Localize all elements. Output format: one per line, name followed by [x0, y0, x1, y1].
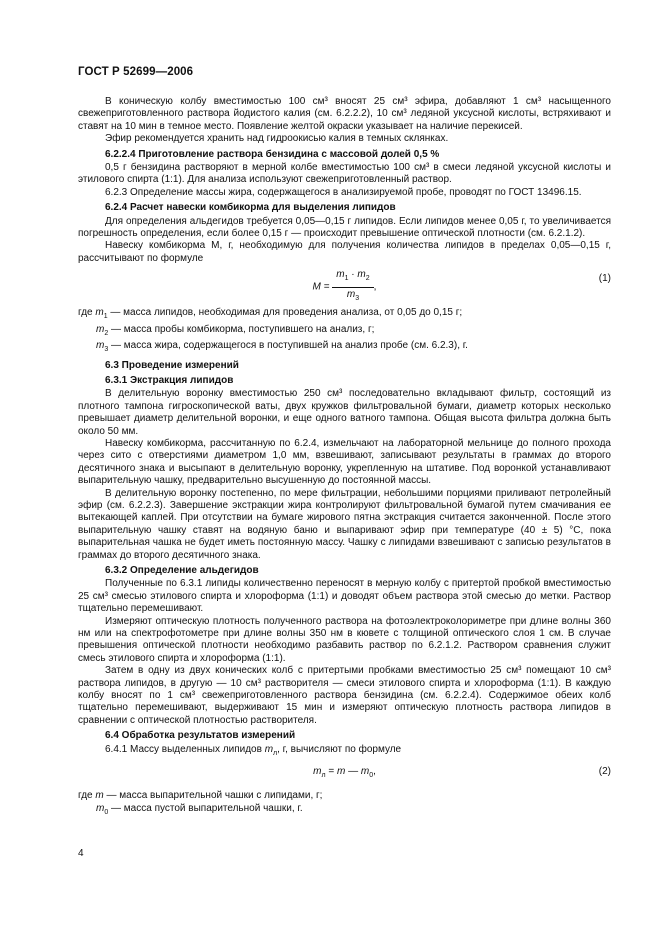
legend-lead: где: [78, 307, 96, 319]
operator: —: [345, 766, 361, 778]
page-number: 4: [78, 848, 84, 859]
var-m: m: [95, 790, 104, 802]
var-m: m: [346, 288, 356, 300]
paragraph: В делительную воронку вместимостью 250 см³ последовательно вкладывают фильтр, состоящий из плотного тампона гигроскопической ваты, двух кружков фильтровальной бумаги, диаметр которых несколько превышает диаметр делительной воронки, и еще одного ватного тампона. Общая высота фильтра должна быть около 50 мм.: [78, 388, 611, 437]
subscript: 0: [369, 772, 374, 780]
document-header: ГОСТ Р 52699—2006: [78, 66, 194, 78]
formula-tail: ,: [373, 766, 376, 778]
paragraph: 0,5 г бензидина растворяют в мерной колбе вместимостью 100 см³ в смеси ледяной уксусной кислоты и этилового спирта (1:1). Для анализа используют свежеприготовленный раствор.: [78, 162, 611, 186]
text-run: 6.4.1 Массу выделенных липидов: [105, 743, 265, 755]
var-m: m: [96, 340, 105, 352]
legend-text: — масса пустой выпарительной чашки, г.: [108, 802, 303, 814]
paragraph: 6.2.3 Определение массы жира, содержащегося в анализируемой пробе, проводят по ГОСТ 13496.15.: [105, 186, 582, 198]
var-m: m: [360, 766, 370, 778]
paragraph: Полученные по 6.3.1 липиды количественно переносят в мерную колбу с притертой пробкой вместимостью 25 см³ смесью этилового спирта и хлороформа (1:1) и доводят объем раствора этой смесью до метки. Раствор тщательно перемешивают.: [78, 578, 611, 615]
var-m: m: [96, 323, 105, 335]
subscript: 2: [365, 275, 370, 283]
operator: ·: [348, 269, 358, 281]
var-m: m: [336, 766, 346, 778]
var-m: m: [96, 802, 105, 814]
section-heading-6-3: 6.3 Проведение измерений: [105, 359, 239, 371]
subscript: 1: [344, 275, 349, 283]
section-heading-6-2-2-4: 6.2.2.4 Приготовление раствора бензидина с массовой долей 0,5 %: [105, 148, 440, 160]
formula-2-legend: [78, 790, 611, 819]
formula-2-expression: [78, 766, 611, 782]
var-m: m: [357, 269, 366, 281]
legend-lead: где: [78, 790, 96, 802]
subscript: 1: [103, 313, 108, 321]
document-body: [78, 96, 611, 819]
legend-line: [78, 324, 611, 340]
var-m: m: [336, 269, 345, 281]
formula-1-expression: [78, 269, 611, 305]
subscript: 3: [104, 346, 109, 354]
legend-line: [78, 803, 611, 819]
paragraph: Эфир рекомендуется хранить над гидроокисью калия в темных склянках.: [105, 133, 449, 145]
section-heading-6-3-2: 6.3.2 Определение альдегидов: [105, 565, 259, 576]
legend-text: — масса пробы комбикорма, поступившего на анализ, г;: [108, 323, 375, 335]
subscript: 3: [355, 294, 360, 302]
legend-line: [78, 340, 611, 356]
paragraph: Навеску комбикорма, рассчитанную по 6.2.4, измельчают на лабораторной мельнице до полного прохода через сито с отверстиями диаметром 1,0 мм, взвешивают, записывают результаты в граммах до второго десятичного знака и высыпают в делительную воронку, укрепленную на штативе. Под воронкой устанавливают выпарительную чашку, предварительно высушенную до постоянной массы.: [78, 437, 611, 487]
formula-numerator: [332, 269, 373, 287]
section-heading-6-4: 6.4 Обработка результатов измерений: [105, 730, 296, 742]
section-heading-6-2-4: 6.2.4 Расчет навески комбикорма для выделения липидов: [105, 202, 396, 214]
formula-1-legend: [78, 307, 611, 356]
paragraph: Для определения альдегидов требуется 0,05—0,15 г липидов. Если липидов менее 0,05 г, то увеличивается погрешность определения, если более 0,15 г — происходит превышение оптической плотности (см. 6.2.1.2).: [78, 215, 611, 240]
text-run: , г, вычисляют по формуле: [277, 743, 402, 755]
subscript: л: [273, 749, 278, 757]
operator: =: [325, 766, 337, 778]
formula-tail: ,: [373, 281, 377, 293]
var-m: m: [313, 766, 322, 778]
legend-text: — масса липидов, необходимая для проведения анализа, от 0,05 до 0,15 г;: [107, 307, 463, 319]
formula-lhs: M =: [312, 281, 330, 293]
paragraph: [78, 744, 611, 760]
paragraph: Измеряют оптическую плотность полученного раствора на фотоэлектроколориметре при длине волны 360 нм или на спектрофотометре при длине волны 350 нм в кювете с толщиной оптического слоя 1 см. В случае превышения оптической плотности необходимо разбавить раствор по 6.2.1.2. Раствором сравнения служит смесь этилового спирта и хлороформа (1:1).: [78, 615, 611, 664]
var-m: m: [95, 307, 104, 319]
subscript: 2: [104, 329, 109, 337]
legend-text: — масса выпарительной чашки с липидами, г;: [103, 790, 323, 802]
subscript: л: [321, 772, 326, 780]
paragraph: В делительную воронку постепенно, по мере фильтрации, небольшими порциями приливают петролейный эфир (см. 6.2.2.3). Завершение экстракции жира контролируют фильтровальной бумагой путем смачивания ее вытекающей каплей. При отсутствии на бумаге жирового пятна экстракция считается законченной. После этого выпарительную чашку ставят на водяную баню и выпаривают эфир при температуре (40 ± 5) °С, пока выпарительная чашка не будет иметь постоянную массу. Чашку с липидами взвешивают с записью результатов в граммах до второго десятичного знака.: [78, 487, 611, 561]
formula-1: [78, 269, 611, 303]
paragraph: Затем в одну из двух конических колб с притертыми пробками вместимостью 25 см³ помещают 10 см³ раствора липидов, в другую — 10 см³ растворителя — смеси этилового спирта и хлороформа (1:1). В каждую колбу вносят по 1 см³ свежеприготовленного раствора бензидина (см. 6.2.2.4). Содержимое обеих колб тщательно перемешивают, выдерживают 15 мин и измеряют оптическую плотность раствора липидов в сравнении с оптической плотностью растворителя.: [78, 665, 611, 726]
subscript: 0: [104, 808, 109, 816]
var-m: m: [264, 743, 274, 755]
legend-line: [78, 307, 611, 323]
formula-fraction: [332, 269, 373, 305]
formula-number: (1): [598, 273, 611, 285]
paragraph: Навеску комбикорма М, г, необходимую для получения количества липидов в пределах 0,05—0,15 г, рассчитывают по формуле: [78, 240, 611, 264]
paragraph: В коническую колбу вместимостью 100 см³ вносят 25 см³ эфира, добавляют 1 см³ насыщенного свежеприготовленного раствора йодистого калия (см. 6.2.2.2), 10 см³ ледяной уксусной кислоты, встряхивают и ставят на 10 мин в темное место. Появление желтой окраски указывает на наличие перекисей.: [78, 96, 611, 132]
legend-line: [78, 790, 611, 802]
legend-text: — масса жира, содержащегося в поступившей на анализ пробе (см. 6.2.3), г.: [108, 340, 468, 352]
formula-number: (2): [598, 766, 611, 778]
formula-denominator: [332, 288, 373, 305]
formula-2: [78, 766, 611, 784]
section-heading-6-3-1: 6.3.1 Экстракция липидов: [105, 374, 234, 386]
